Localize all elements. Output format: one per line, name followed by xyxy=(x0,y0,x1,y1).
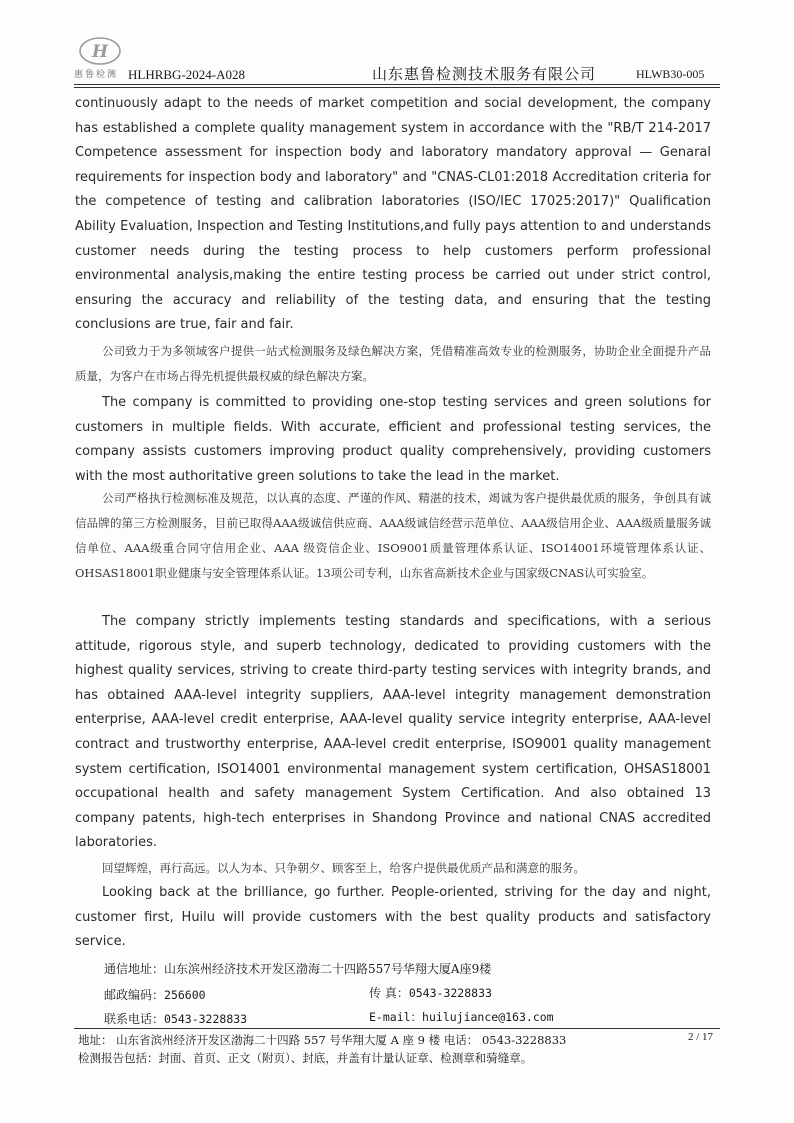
paragraph-standards-en: The company strictly implements testing standards and specifications, with a serious attitude, rigorous style, and superb technology, dedicated to providing customers with the highest quality services, striving to create third-party testing services with integrity brands, and has obtained AAA-level integrity suppliers, AAA-level integrity management demonstration enterprise, AAA-level credit enterprise, AAA-level quality service integrity enterprise, AAA-level contract and trustworthy enterprise, AAA-level credit enterprise, ISO9001 quality management system certification, ISO14001 environmental management system certification, OHSAS18001 occupational health and safety management System Certification. And also obtained 13 company patents, high-tech enterprises in Shandong Province and national CNAS accredited laboratories. xyxy=(75,614,711,851)
footer-report-note: 检测报告包括：封面、首页、正文（附页）、封底，并盖有计量认证章、检测章和骑缝章。 xyxy=(78,1051,533,1065)
paragraph-quality-system-en: continuously adapt to the needs of market competition and social development, the company has established a complete quality management system in accordance with the "RB/T 214-2017 Competence assessment for inspection body and laboratory mandatory approval — Genaral requirements for inspection body and laboratory" and "CNAS-CL01:2018 Accreditation criteria for the competence of testing and calibration laboratories (ISO/IEC 17025:2017)" Qualification Ability Evaluation, Inspection and Testing Institutions,and fully pays attention to and understands customer needs during the testing process to help customers perform professional environmental analysis,making the entire testing process be carried out under strict control, ensuring the accuracy and reliability of the testing data, and ensuring that the testing conclusions are true, fair and fair. xyxy=(75,96,711,333)
svg-text:H: H xyxy=(91,42,109,62)
postcode-value: 256600 xyxy=(164,988,206,1002)
postcode-row xyxy=(104,986,206,1003)
header-divider xyxy=(74,84,720,85)
address-label: 通信地址： xyxy=(104,962,165,976)
page-number: 2 / 17 xyxy=(688,1031,714,1043)
email-value[interactable]: huilujiance@163.com xyxy=(422,1010,554,1024)
company-name: 山东惠鲁检测技术服务有限公司 xyxy=(372,65,597,83)
paragraph-commitment-en: The company is committed to providing one-stop testing services and green solutions for customers in multiple fields. With accurate, efficient and professional testing services, the company assists customers improving product quality comprehensively, providing customers with the most authoritative green solutions to take the lead in the market. xyxy=(75,395,711,484)
paragraph-commitment-cn: 公司致力于为多领域客户提供一站式检测服务及绿色解决方案，凭借精准高效专业的检测服务，协助企业全面提升产品质量，为客户在市场占得先机提供最权威的绿色解决方案。 xyxy=(75,344,711,383)
email-row xyxy=(369,1009,554,1025)
fax-value: 0543-3228833 xyxy=(408,986,492,1000)
fax-row xyxy=(369,984,492,1001)
paragraph-outlook-en: Looking back at the brilliance, go further. People-oriented, striving for the day and night, customer first, Huilu will provide customers with the best quality products and satisfactory service. xyxy=(75,885,711,950)
address-row xyxy=(104,960,491,977)
phone-row xyxy=(104,1010,247,1027)
footer-address: 地址： 山东省滨州经济开发区渤海二十四路 557 号华翔大厦 A 座 9 楼 电话： 0543-3228833 xyxy=(78,1033,567,1047)
header-divider-thin xyxy=(74,87,720,88)
report-code: HLHRBG-2024-A028 xyxy=(128,67,245,82)
company-logo-icon xyxy=(78,36,122,66)
paragraph-standards-cn: 公司严格执行检测标准及规范，以认真的态度、严谨的作风、精湛的技术，竭诚为客户提供最优质的服务，争创具有诚信品牌的第三方检测服务，目前已取得AAA级诚信供应商、AAA级诚信经营示范单位、AAA级信用企业、AAA级质量服务诚信单位、AAA级重合同守信用企业、AAA 级资信企业、ISO9001质量管理体系认证、ISO14001环境管理体系认证、OHSAS18001职业健康与安全管理体系认证。13项公司专利，山东省高新技术企业与国家级CNAS认可实验室。 xyxy=(75,491,711,580)
footer-divider xyxy=(74,1028,720,1029)
paragraph-outlook-cn: 回望辉煌，再行高远。以人为本、只争朝夕、顾客至上，给客户提供最优质产品和满意的服务。 xyxy=(102,861,585,875)
phone-label: 联系电话： xyxy=(104,1012,165,1026)
phone-value: 0543-3228833 xyxy=(164,1012,248,1026)
email-label: E-mail： xyxy=(369,1010,423,1024)
logo-text: 惠鲁检测 xyxy=(74,70,119,80)
postcode-label: 邮政编码： xyxy=(104,988,165,1002)
fax-label: 传 真： xyxy=(369,986,409,1000)
address-value: 山东滨州经济技术开发区渤海二十四路557号华翔大厦A座9楼 xyxy=(164,962,492,976)
form-code: HLWB30-005 xyxy=(636,67,705,81)
